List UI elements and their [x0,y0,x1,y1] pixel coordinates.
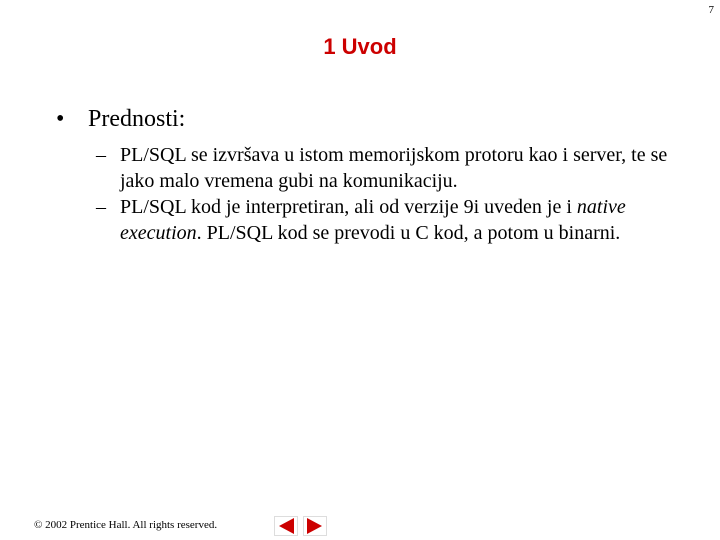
copyright-footer: © 2002 Prentice Hall. All rights reserved. [34,519,218,531]
slide-navigation [274,516,327,536]
red-right-arrow-icon [303,516,327,536]
sub-bullet-item [96,142,676,194]
bullet-dot: • [56,106,65,132]
sub-bullet-list [96,142,676,246]
next-slide-button[interactable] [303,516,327,536]
sub-bullet-dash: – [96,196,106,218]
red-left-arrow-icon [274,516,298,536]
sub-bullet-text-part: . PL/SQL kod se prevodi u C kod, a potom u binarni. [196,222,621,244]
main-bullet-text: Prednosti: [88,106,186,132]
page-number: 7 [708,4,714,16]
sub-bullet-text: PL/SQL se izvršava u istom memorijskom protoru kao i server, te se jako malo vremena gubi na komunikaciju. [120,144,668,192]
previous-slide-button[interactable] [274,516,298,536]
slide-title: 1 Uvod [323,34,397,59]
main-bullet [56,104,676,134]
sub-bullet-italic-text: native execution [120,196,626,244]
sub-bullet-text-part: PL/SQL kod je interpretiran, ali od verzije 9i uveden je i [120,196,577,218]
sub-bullet-item [96,194,676,246]
sub-bullet-dash: – [96,144,106,166]
